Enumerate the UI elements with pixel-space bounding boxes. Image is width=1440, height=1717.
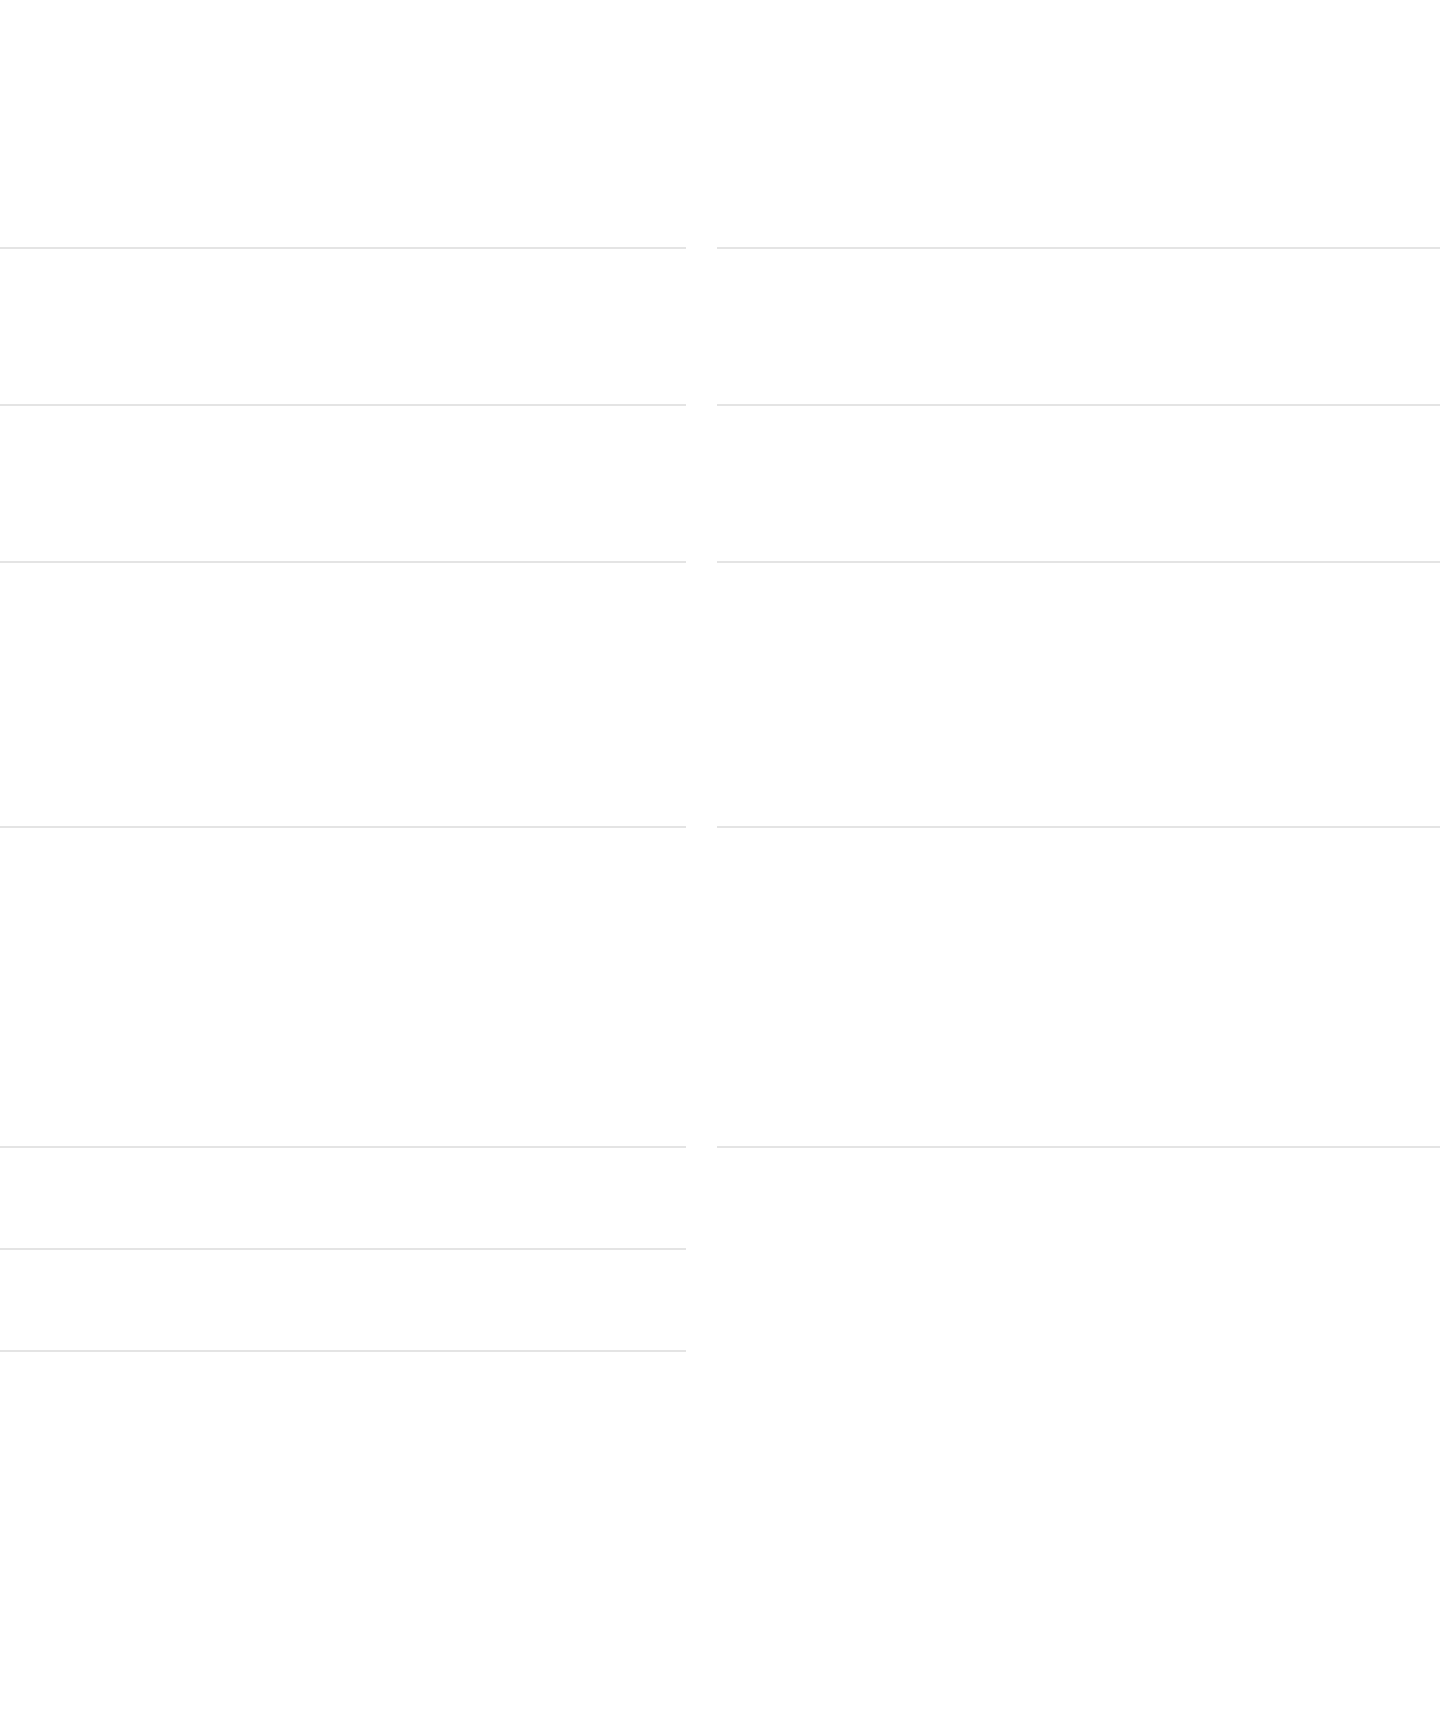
right-footer-space <box>717 1148 1440 1717</box>
right-row-4 <box>717 828 1440 1146</box>
right-row-3 <box>717 563 1440 826</box>
left-header-space <box>0 0 686 247</box>
right-row-2 <box>717 406 1440 561</box>
left-row-1 <box>0 249 686 404</box>
left-column <box>0 0 686 1717</box>
left-row-5 <box>0 1148 686 1248</box>
right-row-1 <box>717 249 1440 404</box>
left-row-2 <box>0 406 686 561</box>
left-footer-space <box>0 1352 686 1717</box>
left-row-3 <box>0 563 686 826</box>
right-header-space <box>717 0 1440 247</box>
left-row-6 <box>0 1250 686 1350</box>
right-column <box>717 0 1440 1717</box>
left-row-4 <box>0 828 686 1146</box>
